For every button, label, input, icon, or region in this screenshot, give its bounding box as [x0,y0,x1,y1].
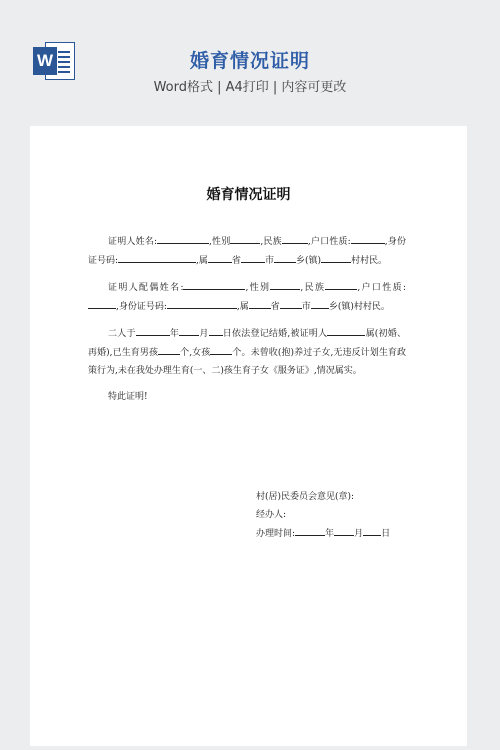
blank-ethnicity [282,232,308,244]
text: 年 [325,529,335,539]
processing-time [256,524,390,543]
blank-hukou [351,232,385,244]
blank-year [295,524,325,536]
blank-town [311,297,329,309]
paragraph-certifier [88,232,406,270]
document-body [88,232,406,414]
blank-id-number [118,251,196,263]
text: 证明人姓名: [108,237,157,247]
blank-girls [210,343,232,355]
text: 证明人配偶姓名: [108,283,184,293]
text: 乡(镇) [295,256,321,266]
blank-day [363,524,381,536]
blank-ethnicity [325,278,357,290]
blank-day [209,324,223,336]
text: 市 [301,302,311,312]
text: 日依法登记结婚,被证明人 [222,329,328,339]
text: 月 [354,529,364,539]
text: ,属 [196,256,208,266]
text: 市 [264,256,274,266]
text: ,性别 [208,237,231,247]
text: 乡(镇) [328,302,354,312]
blank-id-number [167,297,237,309]
handler-label: 经办人: [256,510,287,520]
text: 年 [169,329,180,339]
paragraph-closing: 特此证明! [108,392,148,402]
committee-opinion: 村(居)民委员会意见(章): [256,492,355,502]
document-page [30,126,467,746]
page-title: 婚育情况证明 [189,50,310,72]
text: 个,女孩 [180,348,211,358]
blank-month [334,524,354,536]
text: 属(初婚、再婚),已生育男孩 [88,329,406,358]
text: 村村民。 [353,302,390,312]
page-header [0,0,500,112]
paragraph-marriage [88,324,406,380]
text: 村村民。 [350,256,387,266]
blank-province [208,251,232,263]
text: 月 [199,329,209,339]
text: ,民族 [300,283,326,293]
blank-city [241,251,265,263]
blank-province [249,297,271,309]
text: ,属 [236,302,249,312]
blank-year [136,324,170,336]
signature-block [256,488,390,543]
text: ,民族 [260,237,282,247]
blank-certified-person [327,324,365,336]
blank-month [179,324,199,336]
paragraph-spouse [88,278,406,316]
blank-gender [270,278,300,290]
blank-spouse-name [183,278,245,290]
blank-city [280,297,302,309]
text: ,身份证号码: [116,302,167,312]
text: 日 [381,529,391,539]
blank-village [321,251,351,263]
blank-name [157,232,209,244]
blank-gender [230,232,260,244]
text: 省 [231,256,241,266]
blank-town [274,251,296,263]
text: 个。未曾收(抱)养过子女,无违反计划生育政策行为,未在我处办理生育(一、二)孩生育子女《服务证》,情况属实。 [88,348,406,376]
text: 办理时间: [256,529,296,539]
blank-hukou [88,297,116,309]
text: ,性别 [245,283,271,293]
text: 二人于 [108,329,136,339]
text: ,户口性质: [307,237,351,247]
text: 省 [270,302,280,312]
word-icon-letter: W [33,47,57,75]
text: ,户口性质: [357,283,406,293]
blank-boys [158,343,180,355]
text: ,身份证号码: [88,237,406,266]
page-subtitle: Word格式 | A4打印 | 内容可更改 [153,80,347,95]
document-title: 婚育情况证明 [206,187,291,203]
